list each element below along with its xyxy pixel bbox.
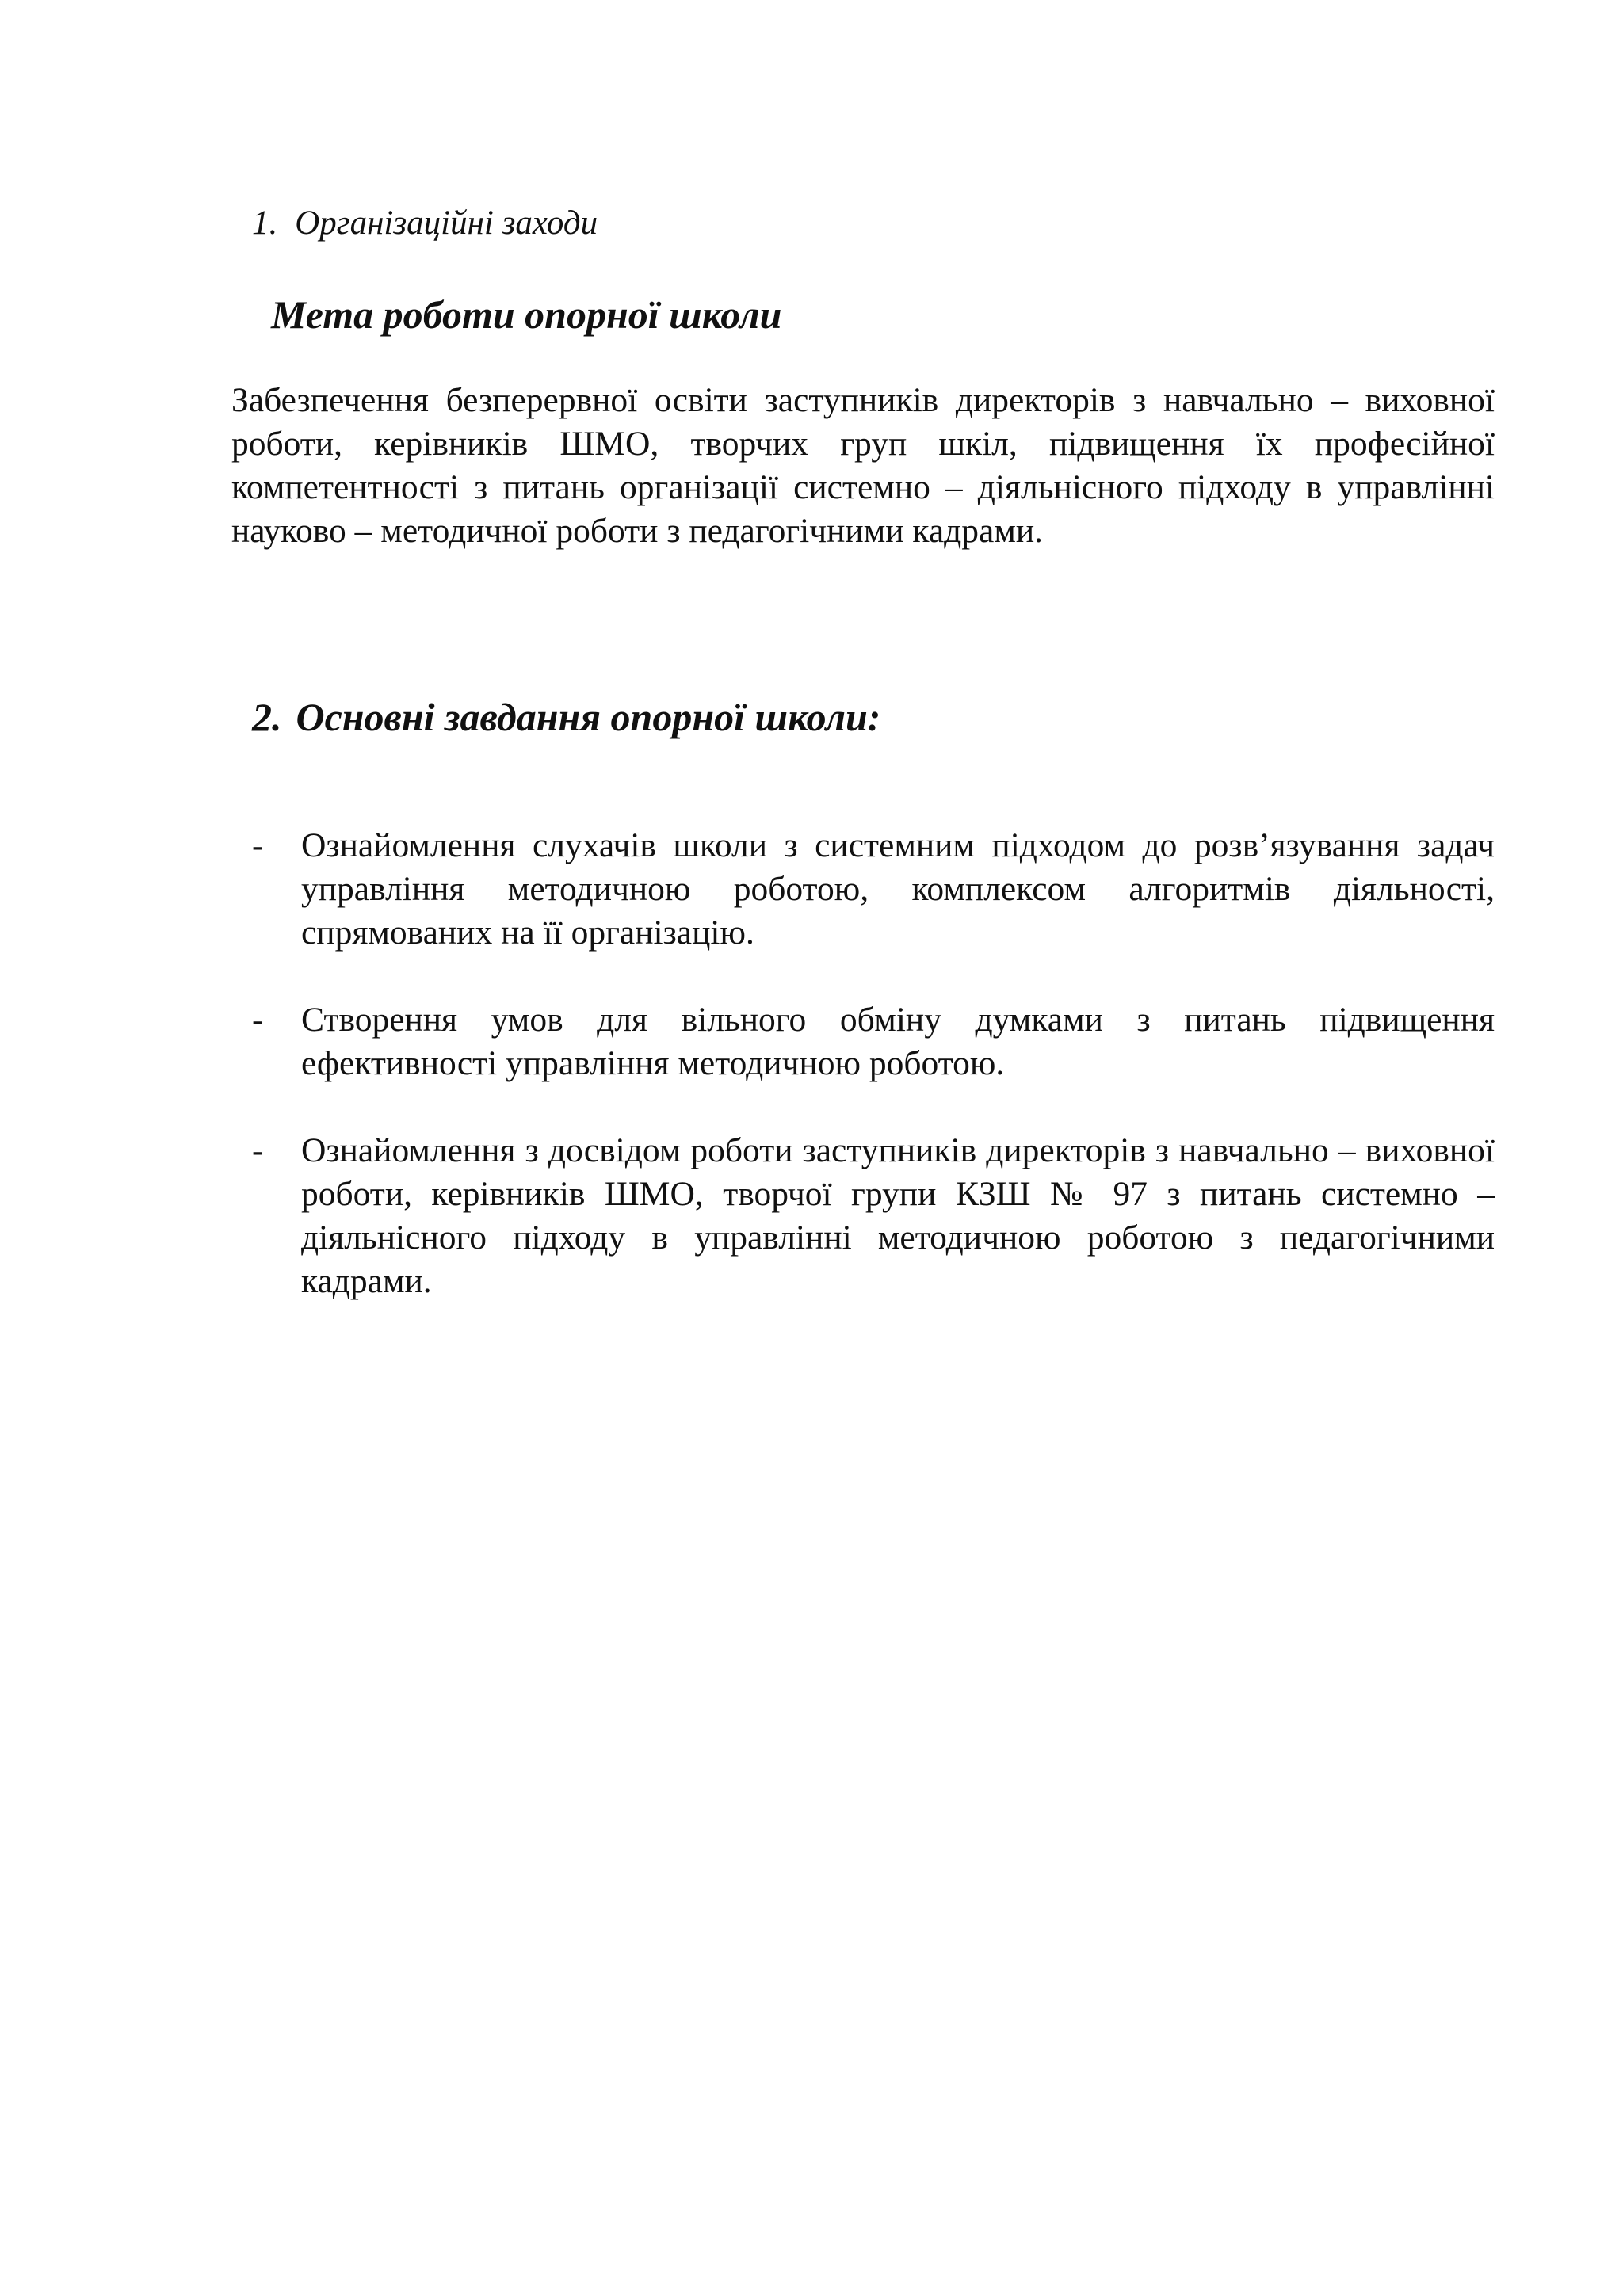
section-1-number: 1. [252,204,278,242]
list-item-text: Ознайомлення з досвідом роботи заступників директорів з навчально – виховної роботи, керівників ШМО, творчої групи КЗШ № 97 з питань системно – діяльнісного підходу в управлінні методичною роботою з педагогічними кадрами. [301,1131,1495,1300]
list-item-text: Створення умов для вільного обміну думками з питань підвищення ефективності управління методичною роботою. [301,1001,1495,1082]
goal-paragraph: Забезпечення безперервної освіти заступників директорів з навчально – виховної роботи, керівників ШМО, творчих груп шкіл, підвищення їх професійної компетентності з питань організації системно – діяльнісного підходу в управлінні науково – методичної роботи з педагогічними кадрами. [231,381,1495,550]
section-2-number: 2. [252,695,282,739]
list-marker: - [252,826,264,864]
section-2-title: Основні завдання опорної школи: [296,695,881,739]
list-item [252,824,1495,955]
section-1-heading [252,200,598,247]
list-item [252,998,1495,1085]
list-marker: - [252,1001,264,1039]
list-item [252,1129,1495,1303]
section-2-heading [252,689,880,745]
task-list [252,824,1495,1347]
section-1-title: Організаційні заходи [295,204,598,242]
list-item-text: Ознайомлення слухачів школи з системним підходом до розв’язування задач управління методичною роботою, комплексом алгоритмів діяльності, спрямованих на її організацію. [301,826,1495,952]
list-marker: - [252,1131,264,1169]
goal-title: Мета роботи опорної школи [271,292,782,337]
